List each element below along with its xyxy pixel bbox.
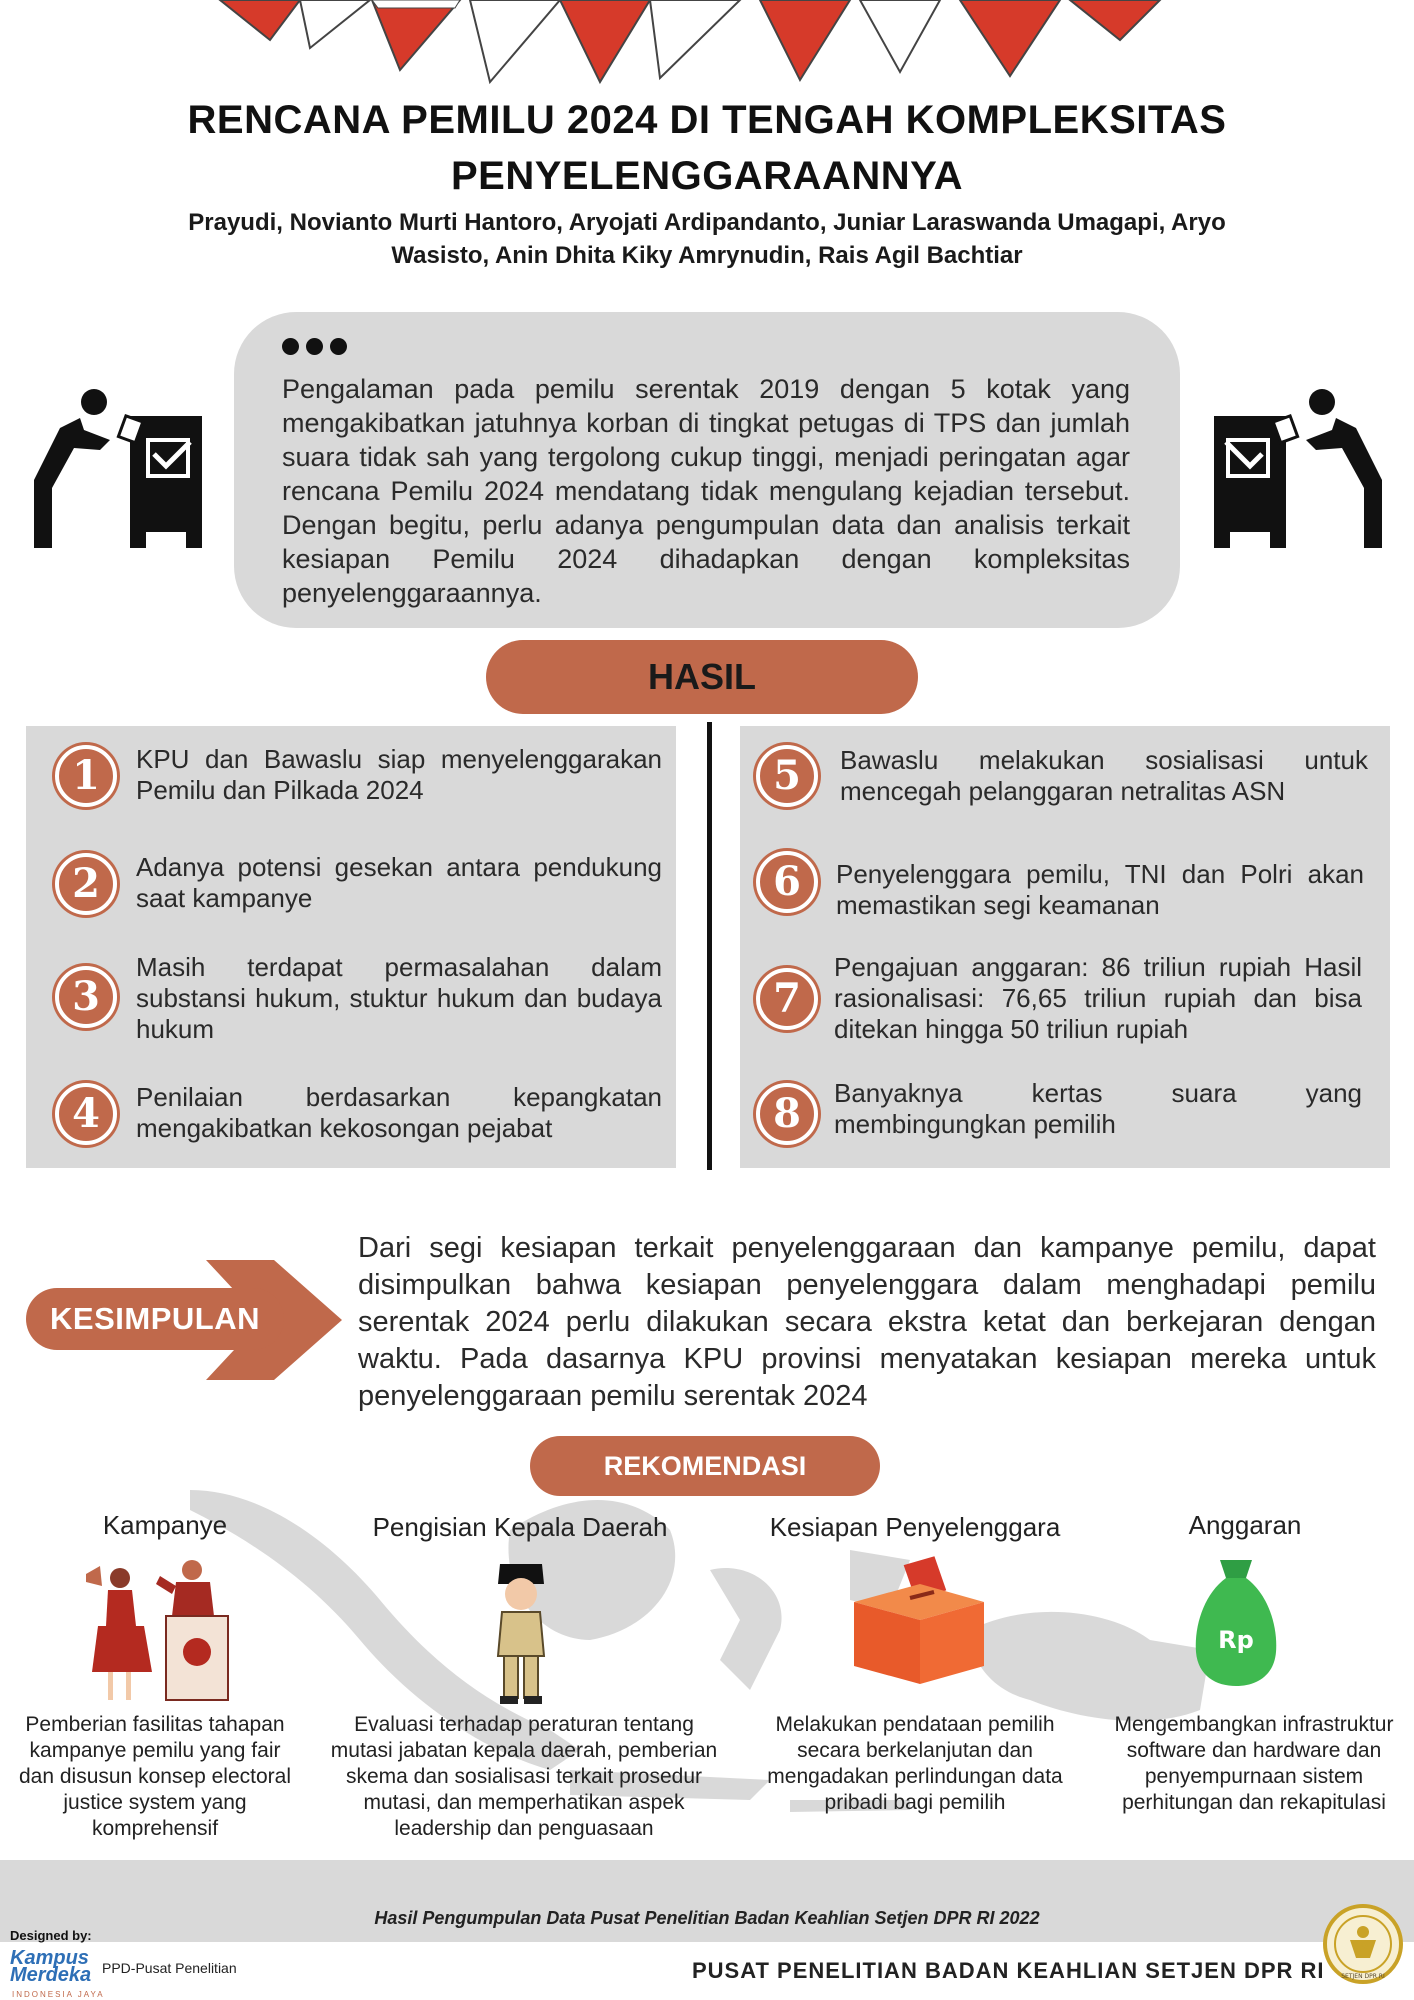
rekomendasi-desc-kampanye: Pemberian fasilitas tahapan kampanye pemilu yang fair dan disusun konsep electoral justice system yang komprehensif [18, 1713, 291, 1840]
flag [760, 0, 850, 80]
intro-text: Pengalaman pada pemilu serentak 2019 dengan 5 kotak yang mengakibatkan jatuhnya korban di tingkat petugas di TPS dan jumlah suara tidak sah yang tergolong cukup tinggi, menjadi peringatan agar rencana Pemilu 2024 mendatang tidak mengulang kejadian tersebut. Dengan begitu, perlu adanya pengumpulan data dan analisis terkait kesiapan Pemilu 2024 dihadapkan dengan kompleksitas penyelenggaraannya. [282, 374, 1130, 608]
rekomendasi-desc-kepala-daerah: Evaluasi terhadap peraturan tentang mutasi jabatan kepala daerah, pemberian skema dan sosialisasi terkait prosedur mutasi, dan memperhatikan aspek leadership dan penguasaan [330, 1713, 718, 1840]
footer-source: Hasil Pengumpulan Data Pusat Penelitian Badan Keahlian Setjen DPR RI 2022 [374, 1908, 1040, 1928]
ballot-box-icon [850, 1556, 990, 1686]
rekomendasi-desc-penyelenggara: Melakukan pendataan pemilih secara berkelanjutan dan mengadakan perlindungan data pribadi bagi pemilih [767, 1713, 1063, 1814]
dpr-seal-icon [1320, 1900, 1406, 1992]
flag [560, 0, 650, 82]
voter-ballot-icon [30, 388, 210, 548]
flag [372, 0, 460, 70]
voter-ballot-icon [1206, 388, 1386, 548]
logo-line2: Merdeka [10, 1964, 92, 1986]
number-badge-5: 5 [756, 745, 818, 807]
campaign-speech-icon [80, 1556, 240, 1704]
number-badge-8: 8 [756, 1083, 818, 1145]
hasil-item-2: Adanya potensi gesekan antara pendukung saat kampanye [136, 852, 662, 913]
rekomendasi-title-kepala-daerah: Pengisian Kepala Daerah [372, 1512, 668, 1542]
kesimpulan-text: Dari segi kesiapan terkait penyelenggaraan dan kampanye pemilu, dapat disimpulkan bahwa kesiapan penyelenggara dalam menghadapi pemilu serentak 2024 perlu dilakukan secara ekstra ketat dan berkejaran dengan waktu. Pada dasarnya KPU provinsi menyatakan kesiapan mereka untuk penyelenggaraan pemilu serentak 2024 [358, 1232, 1376, 1412]
flag [860, 0, 940, 72]
rekomendasi-title-anggaran: Anggaran [1188, 1510, 1302, 1540]
money-symbol: Rp [1218, 1626, 1254, 1654]
number-badge-4: 4 [55, 1083, 117, 1145]
number-badge-1: 1 [55, 745, 117, 807]
footer-institution: PUSAT PENELITIAN BADAN KEAHLIAN SETJEN DPR RI [692, 1958, 1325, 1983]
footer-band [0, 1860, 1414, 1942]
authors: Prayudi, Novianto Murti Hantoro, Aryojati Ardipandanto, Juniar Laraswanda Umagapi, Aryo Wasisto, Anin Dhita Kiky Amrynudin, Rais Agil Bachtiar [188, 209, 1226, 269]
hasil-item-3: Masih terdapat permasalahan dalam substansi hukum, stuktur hukum dan budaya hukum [136, 952, 662, 1044]
hasil-item-7: Pengajuan anggaran: 86 triliun rupiah Hasil rasionalisasi: 76,65 triliun rupiah dan bisa ditekan hingga 50 triliun rupiah [834, 952, 1362, 1044]
flag [220, 0, 300, 40]
number-badge-7: 7 [756, 968, 818, 1030]
seal-text: SETJEN DPR RI [1341, 1973, 1385, 1980]
flag [960, 0, 1060, 76]
partner-label: PPD-Pusat Penelitian [102, 1960, 237, 1976]
designed-by-label: Designed by: [10, 1928, 92, 1943]
number-badge-2: 2 [55, 853, 117, 915]
logo-subtitle: INDONESIA JAYA [12, 1990, 105, 1999]
rekomendasi-title-kampanye: Kampanye [102, 1510, 228, 1540]
page-title: RENCANA PEMILU 2024 DI TENGAH KOMPLEKSITAS PENYELENGGARAANNYA [187, 98, 1227, 198]
flag-bunting [0, 0, 1414, 90]
logo-line1: Kampus [10, 1947, 89, 1969]
official-person-icon [486, 1556, 556, 1706]
rekomendasi-heading: REKOMENDASI [530, 1436, 880, 1496]
rekomendasi-desc-anggaran: Mengembangkan infrastruktur software dan hardware dan penyempurnaan sistem perhitungan dan rekapitulasi [1114, 1713, 1394, 1814]
kesimpulan-heading: KESIMPULAN [26, 1288, 284, 1350]
flag [470, 0, 560, 82]
hasil-item-1: KPU dan Bawaslu siap menyelenggarakan Pemilu dan Pilkada 2024 [136, 744, 662, 805]
flag [300, 0, 370, 48]
money-bag-icon [1190, 1556, 1282, 1688]
hasil-item-6: Penyelenggara pemilu, TNI dan Polri akan memastikan segi keamanan [836, 859, 1364, 920]
divider [707, 722, 712, 1170]
flag [650, 0, 740, 78]
hasil-heading: HASIL [486, 640, 918, 714]
number-badge-6: 6 [756, 851, 818, 913]
hasil-item-5: Bawaslu melakukan sosialisasi untuk mencegah pelanggaran netralitas ASN [840, 745, 1368, 806]
ellipsis-icon [282, 338, 354, 360]
hasil-item-8: Banyaknya kertas suara yang membingungkan pemilih [834, 1078, 1362, 1139]
number-badge-3: 3 [55, 966, 117, 1028]
flag [1070, 0, 1160, 40]
rekomendasi-title-penyelenggara: Kesiapan Penyelenggara [769, 1512, 1061, 1542]
hasil-item-4: Penilaian berdasarkan kepangkatan mengakibatkan kekosongan pejabat [136, 1082, 662, 1143]
kampus-merdeka-logo [10, 1947, 92, 1986]
